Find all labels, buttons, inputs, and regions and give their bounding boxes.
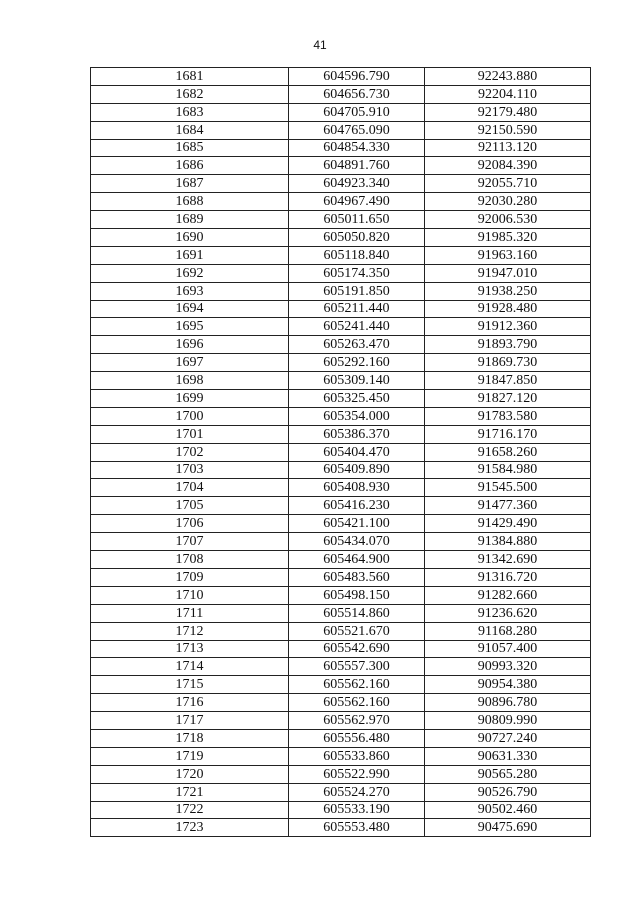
y-coordinate-cell: 91783.580 (425, 407, 591, 425)
y-coordinate-cell: 90475.690 (425, 819, 591, 837)
table-row (91, 765, 591, 783)
point-number-cell: 1705 (91, 497, 289, 515)
point-number-cell: 1694 (91, 300, 289, 318)
y-coordinate-cell: 90502.460 (425, 801, 591, 819)
y-coordinate-cell: 91316.720 (425, 568, 591, 586)
x-coordinate-cell: 604705.910 (289, 103, 425, 121)
table-row (91, 390, 591, 408)
table-row (91, 604, 591, 622)
point-number-cell: 1682 (91, 85, 289, 103)
table-row (91, 336, 591, 354)
x-coordinate-cell: 605404.470 (289, 443, 425, 461)
table-row (91, 729, 591, 747)
y-coordinate-cell: 92150.590 (425, 121, 591, 139)
table-row (91, 819, 591, 837)
table-row (91, 175, 591, 193)
table-row (91, 318, 591, 336)
point-number-cell: 1716 (91, 694, 289, 712)
point-number-cell: 1709 (91, 568, 289, 586)
x-coordinate-cell: 605533.860 (289, 747, 425, 765)
coordinates-table-body (91, 68, 591, 837)
x-coordinate-cell: 605562.160 (289, 694, 425, 712)
x-coordinate-cell: 605309.140 (289, 372, 425, 390)
point-number-cell: 1701 (91, 425, 289, 443)
x-coordinate-cell: 605263.470 (289, 336, 425, 354)
point-number-cell: 1689 (91, 211, 289, 229)
y-coordinate-cell: 91384.880 (425, 533, 591, 551)
point-number-cell: 1690 (91, 229, 289, 247)
table-row (91, 85, 591, 103)
x-coordinate-cell: 605522.990 (289, 765, 425, 783)
x-coordinate-cell: 605118.840 (289, 246, 425, 264)
table-row (91, 747, 591, 765)
y-coordinate-cell: 90631.330 (425, 747, 591, 765)
table-row (91, 282, 591, 300)
table-row (91, 676, 591, 694)
y-coordinate-cell: 92084.390 (425, 157, 591, 175)
table-row (91, 712, 591, 730)
y-coordinate-cell: 91827.120 (425, 390, 591, 408)
y-coordinate-cell: 91282.660 (425, 586, 591, 604)
table-row (91, 68, 591, 86)
table-row (91, 157, 591, 175)
x-coordinate-cell: 605553.480 (289, 819, 425, 837)
point-number-cell: 1687 (91, 175, 289, 193)
y-coordinate-cell: 92113.120 (425, 139, 591, 157)
table-row (91, 372, 591, 390)
table-row (91, 264, 591, 282)
point-number-cell: 1713 (91, 640, 289, 658)
y-coordinate-cell: 90896.780 (425, 694, 591, 712)
x-coordinate-cell: 605050.820 (289, 229, 425, 247)
x-coordinate-cell: 605421.100 (289, 515, 425, 533)
point-number-cell: 1685 (91, 139, 289, 157)
y-coordinate-cell: 90565.280 (425, 765, 591, 783)
y-coordinate-cell: 90993.320 (425, 658, 591, 676)
y-coordinate-cell: 91947.010 (425, 264, 591, 282)
y-coordinate-cell: 91584.980 (425, 461, 591, 479)
y-coordinate-cell: 92055.710 (425, 175, 591, 193)
y-coordinate-cell: 91168.280 (425, 622, 591, 640)
point-number-cell: 1706 (91, 515, 289, 533)
x-coordinate-cell: 605542.690 (289, 640, 425, 658)
x-coordinate-cell: 605524.270 (289, 783, 425, 801)
table-row (91, 801, 591, 819)
point-number-cell: 1707 (91, 533, 289, 551)
x-coordinate-cell: 605521.670 (289, 622, 425, 640)
table-row (91, 479, 591, 497)
x-coordinate-cell: 605191.850 (289, 282, 425, 300)
x-coordinate-cell: 605409.890 (289, 461, 425, 479)
y-coordinate-cell: 90526.790 (425, 783, 591, 801)
point-number-cell: 1721 (91, 783, 289, 801)
table-row (91, 533, 591, 551)
table-row (91, 586, 591, 604)
x-coordinate-cell: 605011.650 (289, 211, 425, 229)
x-coordinate-cell: 605241.440 (289, 318, 425, 336)
point-number-cell: 1711 (91, 604, 289, 622)
x-coordinate-cell: 605464.900 (289, 551, 425, 569)
point-number-cell: 1722 (91, 801, 289, 819)
point-number-cell: 1704 (91, 479, 289, 497)
y-coordinate-cell: 91893.790 (425, 336, 591, 354)
x-coordinate-cell: 605498.150 (289, 586, 425, 604)
point-number-cell: 1686 (91, 157, 289, 175)
y-coordinate-cell: 92030.280 (425, 193, 591, 211)
point-number-cell: 1714 (91, 658, 289, 676)
y-coordinate-cell: 91928.480 (425, 300, 591, 318)
y-coordinate-cell: 92243.880 (425, 68, 591, 86)
x-coordinate-cell: 604596.790 (289, 68, 425, 86)
point-number-cell: 1710 (91, 586, 289, 604)
point-number-cell: 1697 (91, 354, 289, 372)
x-coordinate-cell: 605557.300 (289, 658, 425, 676)
point-number-cell: 1693 (91, 282, 289, 300)
x-coordinate-cell: 605514.860 (289, 604, 425, 622)
point-number-cell: 1684 (91, 121, 289, 139)
point-number-cell: 1692 (91, 264, 289, 282)
table-row (91, 354, 591, 372)
x-coordinate-cell: 605562.970 (289, 712, 425, 730)
x-coordinate-cell: 604891.760 (289, 157, 425, 175)
x-coordinate-cell: 605562.160 (289, 676, 425, 694)
table-row (91, 461, 591, 479)
y-coordinate-cell: 90809.990 (425, 712, 591, 730)
table-row (91, 622, 591, 640)
table-row (91, 568, 591, 586)
point-number-cell: 1703 (91, 461, 289, 479)
table-row (91, 515, 591, 533)
point-number-cell: 1681 (91, 68, 289, 86)
y-coordinate-cell: 91847.850 (425, 372, 591, 390)
point-number-cell: 1720 (91, 765, 289, 783)
x-coordinate-cell: 605434.070 (289, 533, 425, 551)
x-coordinate-cell: 605533.190 (289, 801, 425, 819)
point-number-cell: 1719 (91, 747, 289, 765)
table-row (91, 211, 591, 229)
table-row (91, 121, 591, 139)
y-coordinate-cell: 92006.530 (425, 211, 591, 229)
y-coordinate-cell: 91429.490 (425, 515, 591, 533)
x-coordinate-cell: 605408.930 (289, 479, 425, 497)
point-number-cell: 1717 (91, 712, 289, 730)
table-row (91, 407, 591, 425)
y-coordinate-cell: 92179.480 (425, 103, 591, 121)
y-coordinate-cell: 90954.380 (425, 676, 591, 694)
x-coordinate-cell: 604923.340 (289, 175, 425, 193)
table-row (91, 551, 591, 569)
table-row (91, 229, 591, 247)
y-coordinate-cell: 91912.360 (425, 318, 591, 336)
point-number-cell: 1715 (91, 676, 289, 694)
table-row (91, 103, 591, 121)
point-number-cell: 1696 (91, 336, 289, 354)
point-number-cell: 1700 (91, 407, 289, 425)
table-row (91, 246, 591, 264)
y-coordinate-cell: 91963.160 (425, 246, 591, 264)
x-coordinate-cell: 605483.560 (289, 568, 425, 586)
y-coordinate-cell: 91985.320 (425, 229, 591, 247)
point-number-cell: 1708 (91, 551, 289, 569)
table-row (91, 193, 591, 211)
point-number-cell: 1698 (91, 372, 289, 390)
point-number-cell: 1691 (91, 246, 289, 264)
x-coordinate-cell: 605556.480 (289, 729, 425, 747)
point-number-cell: 1702 (91, 443, 289, 461)
point-number-cell: 1688 (91, 193, 289, 211)
table-row (91, 139, 591, 157)
page-number: 41 (313, 38, 327, 52)
point-number-cell: 1712 (91, 622, 289, 640)
point-number-cell: 1683 (91, 103, 289, 121)
y-coordinate-cell: 91545.500 (425, 479, 591, 497)
x-coordinate-cell: 605292.160 (289, 354, 425, 372)
y-coordinate-cell: 91477.360 (425, 497, 591, 515)
x-coordinate-cell: 605174.350 (289, 264, 425, 282)
y-coordinate-cell: 91938.250 (425, 282, 591, 300)
x-coordinate-cell: 605354.000 (289, 407, 425, 425)
table-row (91, 783, 591, 801)
x-coordinate-cell: 605386.370 (289, 425, 425, 443)
y-coordinate-cell: 90727.240 (425, 729, 591, 747)
point-number-cell: 1718 (91, 729, 289, 747)
table-row (91, 443, 591, 461)
x-coordinate-cell: 604656.730 (289, 85, 425, 103)
x-coordinate-cell: 604854.330 (289, 139, 425, 157)
y-coordinate-cell: 92204.110 (425, 85, 591, 103)
x-coordinate-cell: 604967.490 (289, 193, 425, 211)
table-row (91, 425, 591, 443)
point-number-cell: 1699 (91, 390, 289, 408)
x-coordinate-cell: 605416.230 (289, 497, 425, 515)
y-coordinate-cell: 91716.170 (425, 425, 591, 443)
point-number-cell: 1723 (91, 819, 289, 837)
y-coordinate-cell: 91236.620 (425, 604, 591, 622)
y-coordinate-cell: 91057.400 (425, 640, 591, 658)
point-number-cell: 1695 (91, 318, 289, 336)
x-coordinate-cell: 605211.440 (289, 300, 425, 318)
x-coordinate-cell: 605325.450 (289, 390, 425, 408)
table-row (91, 694, 591, 712)
table-row (91, 658, 591, 676)
x-coordinate-cell: 604765.090 (289, 121, 425, 139)
table-row (91, 497, 591, 515)
coordinates-table (90, 67, 591, 837)
table-row (91, 640, 591, 658)
y-coordinate-cell: 91869.730 (425, 354, 591, 372)
y-coordinate-cell: 91658.260 (425, 443, 591, 461)
table-row (91, 300, 591, 318)
y-coordinate-cell: 91342.690 (425, 551, 591, 569)
